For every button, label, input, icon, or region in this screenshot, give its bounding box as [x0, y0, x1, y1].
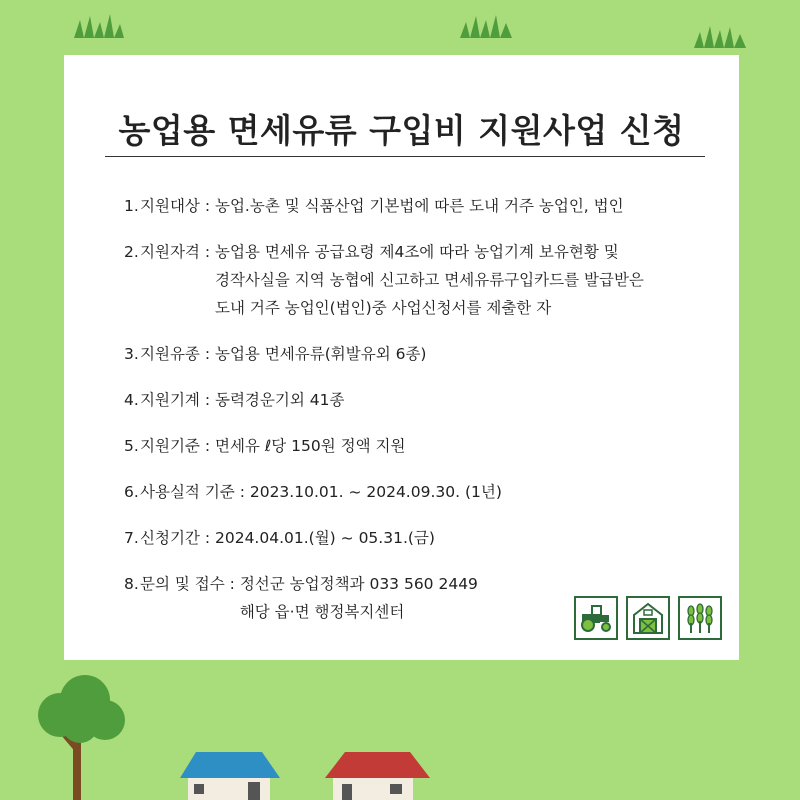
item-label: 지원기준 — [140, 437, 200, 455]
item-value-line: 경작사실을 지역 농협에 신고하고 면세유류구입카드를 발급받은 — [214, 271, 644, 289]
village-scene — [0, 660, 800, 800]
item-number: 6. — [124, 483, 139, 501]
list-item — [124, 192, 724, 220]
item-number: 3. — [124, 345, 139, 363]
barn-icon — [626, 596, 670, 640]
item-value-line: 정선군 농업정책과 033 560 2449 — [239, 575, 478, 593]
item-label: 사용실적 기준 — [140, 483, 235, 501]
tractor-icon — [574, 596, 618, 640]
item-value — [215, 524, 724, 552]
item-separator: : — [234, 483, 250, 501]
title-divider — [105, 156, 705, 157]
list-item — [124, 524, 724, 552]
item-separator: : — [199, 243, 215, 261]
item-number: 5. — [124, 437, 139, 455]
item-separator: : — [224, 575, 240, 593]
item-number: 2. — [124, 243, 139, 261]
item-value-line: 도내 거주 농업인(법인)중 사업신청서를 제출한 자 — [214, 299, 552, 317]
grass-tuft-right-icon — [692, 24, 748, 48]
item-number: 1. — [124, 197, 139, 215]
item-value-line: 면세유 ℓ당 150원 정액 지원 — [214, 437, 406, 455]
item-value — [215, 432, 724, 460]
list-item — [124, 340, 724, 368]
item-value-line: 농업용 면세유 공급요령 제4조에 따라 농업기계 보유현황 및 — [214, 243, 619, 261]
grass-tuft-left-icon — [72, 14, 132, 38]
item-label: 문의 및 접수 — [140, 575, 225, 593]
item-label: 지원대상 — [140, 197, 200, 215]
item-value — [250, 478, 724, 506]
item-separator: : — [199, 437, 215, 455]
item-value-line: 농업용 면세유류(휘발유외 6종) — [214, 345, 427, 363]
item-separator: : — [199, 529, 215, 547]
wheat-icon — [678, 596, 722, 640]
list-item — [124, 238, 724, 322]
item-value-line: 동력경운기외 41종 — [214, 391, 345, 409]
item-value — [215, 340, 724, 368]
info-list — [124, 192, 724, 644]
icon-row — [574, 596, 722, 640]
list-item — [124, 386, 724, 414]
item-value — [215, 192, 724, 220]
item-number: 4. — [124, 391, 139, 409]
item-separator: : — [199, 391, 215, 409]
item-value-line: 2023.10.01. ~ 2024.09.30. (1년) — [249, 483, 502, 501]
item-separator: : — [199, 197, 215, 215]
item-value — [215, 238, 724, 322]
tree-icon — [38, 675, 125, 800]
blue-roof-house-icon — [180, 752, 280, 800]
item-label: 지원유종 — [140, 345, 200, 363]
page-title: 농업용 면세유류 구입비 지원사업 신청 — [118, 111, 685, 150]
info-card — [64, 55, 739, 660]
item-separator: : — [199, 345, 215, 363]
item-value — [215, 386, 724, 414]
item-number: 7. — [124, 529, 139, 547]
item-value-line: 2024.04.01.(월) ~ 05.31.(금) — [214, 529, 435, 547]
grass-tuft-mid-icon — [458, 14, 518, 38]
item-value-line: 농업.농촌 및 식품산업 기본법에 따른 도내 거주 농업인, 법인 — [214, 197, 624, 215]
list-item — [124, 432, 724, 460]
item-label: 지원자격 — [140, 243, 200, 261]
item-label: 신청기간 — [140, 529, 200, 547]
item-label: 지원기계 — [140, 391, 200, 409]
list-item — [124, 478, 724, 506]
item-number: 8. — [124, 575, 139, 593]
red-roof-house-icon — [325, 752, 430, 800]
item-value-line: 해당 읍·면 행정복지센터 — [239, 603, 405, 621]
